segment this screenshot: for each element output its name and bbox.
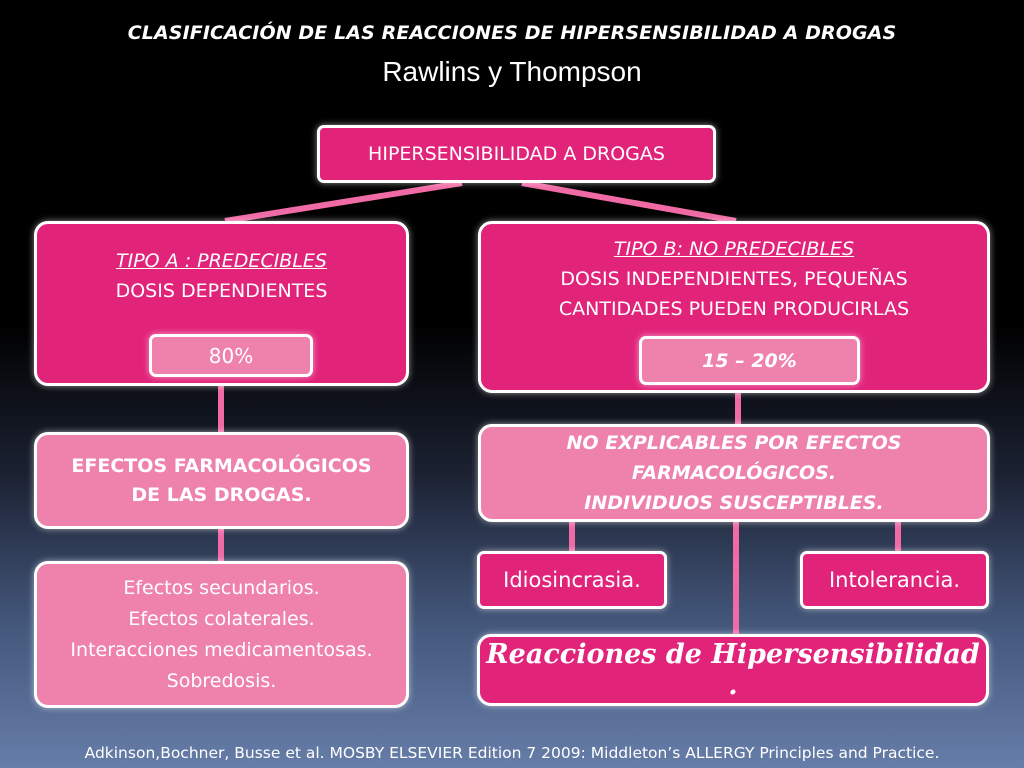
efectos-list-node (34, 561, 409, 708)
idiosincrasia-node (477, 551, 667, 609)
list-item: Interacciones medicamentosas. (70, 638, 373, 661)
tipo-b-line-1: DOSIS INDEPENDIENTES, PEQUEÑAS (560, 268, 908, 290)
tipo-a-percent-badge (149, 334, 313, 377)
tipo-b-heading: TIPO B: NO PREDECIBLES (613, 238, 855, 260)
no-explicables-line-1: NO EXPLICABLES POR EFECTOS (566, 432, 902, 454)
no-explicables-line-2: FARMACOLÓGICOS. (631, 462, 837, 484)
efectos-farmacologicos-node (34, 432, 409, 529)
list-item: Sobredosis. (166, 669, 277, 692)
citation-footer: Adkinson,Bochner, Busse et al. MOSBY ELSEVIER Edition 7 2009: Middleton’s ALLERGY Principles and Practice. (84, 744, 940, 762)
tipo-a-heading: TIPO A : PREDECIBLES (116, 250, 327, 272)
tipo-b-percent-badge (639, 336, 860, 385)
tipo-b-percent: 15 – 20% (702, 349, 797, 372)
slide-title: CLASIFICACIÓN DE LAS REACCIONES DE HIPERSENSIBILIDAD A DROGAS (127, 22, 897, 44)
list-item: Efectos secundarios. (123, 576, 320, 599)
reacciones-label: Reacciones de Hipersensibilidad . (486, 639, 980, 701)
connector-root-to-tipo-a (225, 183, 462, 221)
tipo-a-percent: 80% (208, 343, 254, 368)
efectos-farmacologicos-line-2: DE LAS DROGAS. (131, 483, 312, 506)
root-label: HIPERSENSIBILIDAD A DROGAS (368, 143, 665, 165)
idiosincrasia-label: Idiosincrasia. (503, 568, 641, 592)
reacciones-hipersensibilidad-node (477, 634, 989, 706)
list-item: Efectos colaterales. (128, 607, 315, 630)
tipo-a-line: DOSIS DEPENDIENTES (115, 280, 328, 302)
no-explicables-line-3: INDIVIDUOS SUSCEPTIBLES. (584, 492, 884, 514)
no-explicables-node (478, 424, 990, 522)
efectos-farmacologicos-line-1: EFECTOS FARMACOLÓGICOS (71, 454, 372, 477)
intolerancia-node (800, 551, 989, 609)
slide-subtitle: Rawlins y Thompson (382, 56, 642, 87)
tipo-b-line-2: CANTIDADES PUEDEN PRODUCIRLAS (558, 298, 910, 320)
connector-root-to-tipo-b (522, 183, 736, 221)
hipersensibilidad-root-node (317, 125, 716, 183)
intolerancia-label: Intolerancia. (828, 568, 961, 592)
